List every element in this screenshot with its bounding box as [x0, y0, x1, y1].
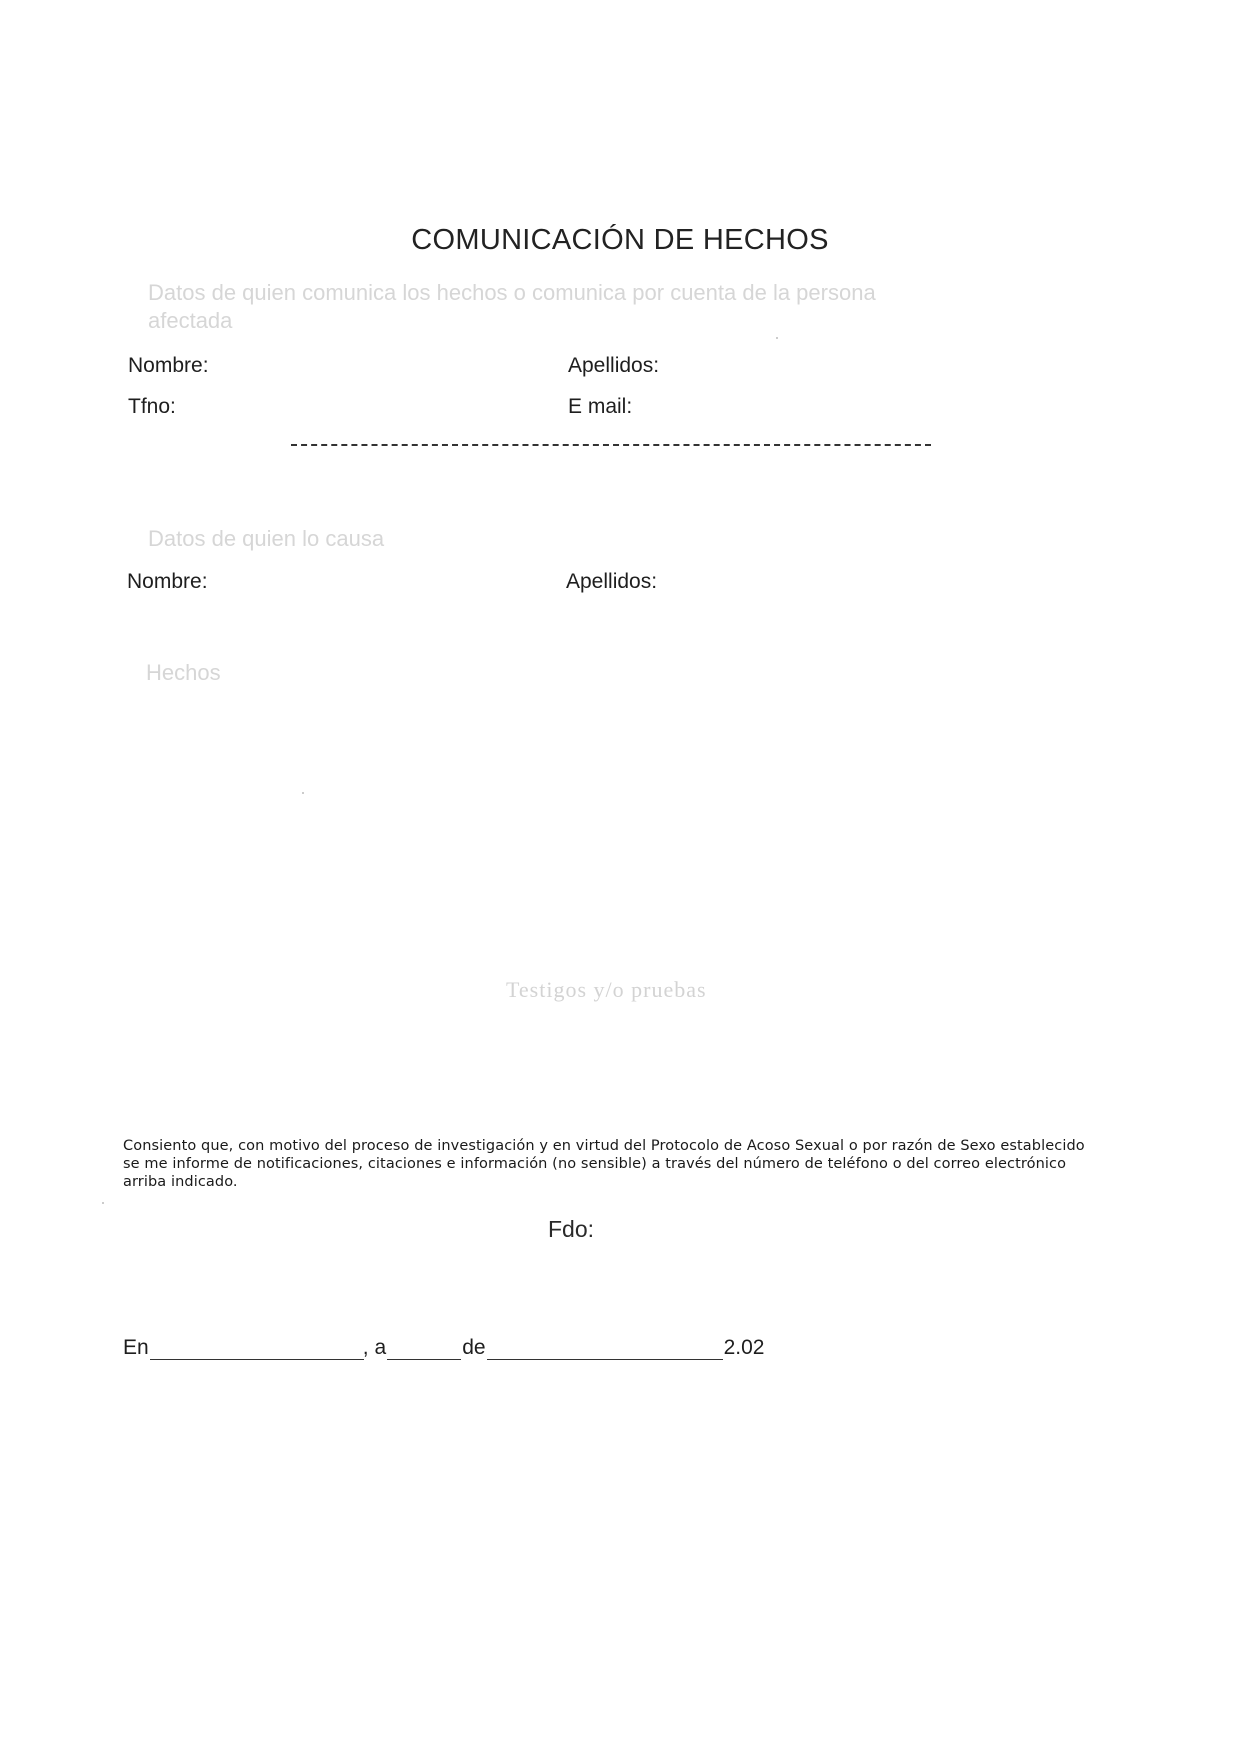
date-place-blank[interactable] [150, 1337, 364, 1360]
date-de-label: de [462, 1336, 486, 1359]
section2-nombre-label: Nombre: [127, 570, 208, 593]
section-divider [291, 444, 931, 446]
consent-paragraph: Consiento que, con motivo del proceso de investigación y en virtud del Protocolo de Acoso Sexual o por razón de Sexo establecido se me informe de notificaciones, citaciones e información (no sensible) a través del número de teléfono o del correo electrónico arriba indicado. [123, 1138, 1085, 1190]
scan-speck [102, 1202, 104, 1204]
page-title: COMUNICACIÓN DE HECHOS [411, 224, 829, 256]
date-a-label: a [374, 1336, 387, 1359]
date-line [123, 1336, 764, 1360]
date-year: 2.02 [723, 1336, 765, 1359]
date-day-blank[interactable] [387, 1337, 461, 1360]
scan-speck [776, 337, 778, 339]
section2-apellidos-label: Apellidos: [566, 570, 658, 593]
hechos-heading: Hechos [146, 660, 221, 685]
section1-email-label: E mail: [568, 395, 633, 418]
date-comma: , [362, 1336, 369, 1359]
section1-tfno-label: Tfno: [128, 395, 176, 418]
section1-apellidos-label: Apellidos: [568, 354, 660, 377]
section1-nombre-label: Nombre: [128, 354, 209, 377]
section2-faded-heading: Datos de quien lo causa [148, 526, 385, 551]
signature-label: Fdo: [548, 1216, 595, 1242]
testigos-heading: Testigos y/o pruebas [506, 977, 707, 1002]
date-en-label: En [123, 1336, 149, 1359]
date-month-blank[interactable] [487, 1337, 723, 1360]
scan-speck [302, 792, 304, 794]
section1-faded-heading-line1: Datos de quien comunica los hechos o comunica por cuenta de la persona [148, 280, 876, 305]
section1-faded-heading-line2: afectada [148, 308, 233, 333]
